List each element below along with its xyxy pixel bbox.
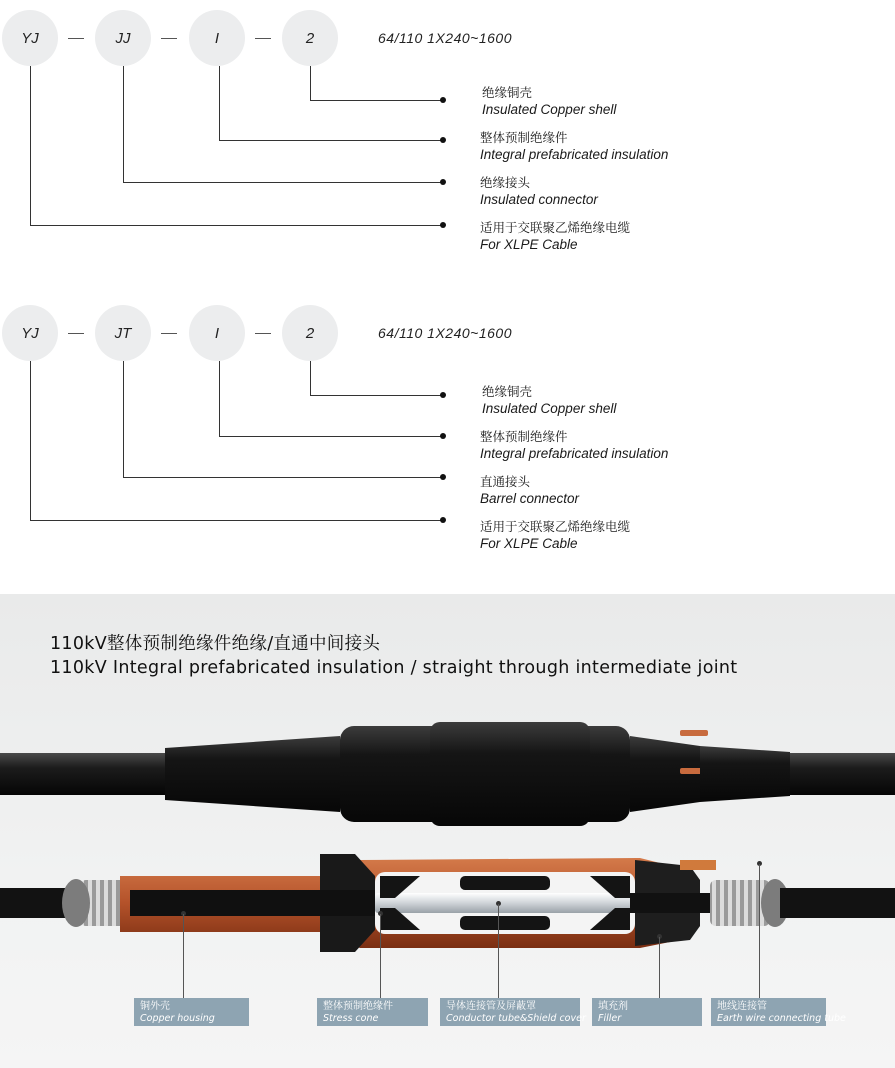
leader-dot: [440, 137, 446, 143]
part-tag-earth-wire: 地线连接管 Earth wire connecting tube: [711, 998, 826, 1026]
description-connector: 绝缘接头 Insulated connector: [480, 175, 598, 207]
product-title-zh: 110kV整体预制绝缘件绝缘/直通中间接头: [50, 634, 381, 654]
exterior-joint: [0, 722, 895, 826]
code-circle-2: JT: [95, 305, 151, 361]
leader-dot: [440, 97, 446, 103]
description-copper-shell: 绝缘铜壳 Insulated Copper shell: [482, 85, 617, 117]
leader-line: [123, 66, 124, 183]
leader-dot: [440, 474, 446, 480]
code-circle-3: I: [189, 305, 245, 361]
code-circle-4: 2: [282, 305, 338, 361]
part-tag-conductor-tube: 导体连接管及屏蔽罩 Conductor tube&Shield cover: [440, 998, 580, 1026]
code-separator: [255, 38, 271, 39]
code-circle-2: JJ: [95, 10, 151, 66]
part-tag-copper-housing: 铜外壳 Copper housing: [134, 998, 249, 1026]
leader-dot: [440, 517, 446, 523]
leader-line: [310, 395, 443, 396]
leader-dot: [440, 392, 446, 398]
code-separator: [161, 333, 177, 334]
model-code-diagram-2: [0, 290, 895, 570]
leader-line: [30, 225, 443, 226]
description-insulation: 整体预制绝缘件 Integral prefabricated insulation: [480, 130, 669, 162]
description-copper-shell: 绝缘铜壳 Insulated Copper shell: [482, 384, 617, 416]
product-title: [50, 632, 737, 680]
spec-text: 64/110 1X240~1600: [378, 325, 512, 341]
description-cable: 适用于交联聚乙烯绝缘电缆 For XLPE Cable: [480, 519, 631, 551]
part-leader-1: [183, 914, 184, 999]
code-circle-3: I: [189, 10, 245, 66]
joint-illustration: [0, 700, 895, 1000]
copper-lead-top: [680, 730, 708, 736]
cable-taper-left: [165, 736, 340, 812]
code-separator: [161, 38, 177, 39]
description-cable: 适用于交联聚乙烯绝缘电缆 For XLPE Cable: [480, 220, 631, 252]
leader-dot: [440, 222, 446, 228]
leader-line: [123, 477, 443, 478]
shield-cover: [460, 876, 550, 890]
leader-line: [123, 361, 124, 478]
part-leader-5: [759, 864, 760, 999]
leader-line: [30, 520, 443, 521]
code-separator: [68, 333, 84, 334]
leader-dot: [440, 179, 446, 185]
housing-inner-black: [130, 890, 375, 916]
leader-line: [310, 66, 311, 101]
leader-line: [219, 361, 220, 436]
leader-dot: [440, 433, 446, 439]
cable-right-cut: [780, 888, 895, 918]
leader-line: [123, 182, 443, 183]
code-circle-4: 2: [282, 10, 338, 66]
spec-text: 64/110 1X240~1600: [378, 30, 512, 46]
part-tag-filler: 填充剂 Filler: [592, 998, 702, 1026]
code-circle-1: YJ: [2, 305, 58, 361]
description-insulation: 整体预制绝缘件 Integral prefabricated insulation: [480, 429, 669, 461]
cable-core-right: [630, 893, 710, 913]
leader-line: [219, 66, 220, 140]
description-connector: 直通接头 Barrel connector: [480, 474, 580, 506]
cable-right: [790, 753, 895, 795]
cable-taper-right: [700, 746, 790, 802]
part-leader-2: [380, 914, 381, 999]
part-tag-stress-cone: 整体预制绝缘件 Stress cone: [317, 998, 428, 1026]
leader-line: [219, 436, 443, 437]
sheath-end-left: [62, 879, 90, 927]
part-leader-3: [498, 904, 499, 999]
leader-line: [30, 361, 31, 520]
code-separator: [68, 38, 84, 39]
conductor-tube: [375, 893, 630, 913]
product-title-en: 110kV Integral prefabricated insulation / straight through intermediate joint: [50, 658, 738, 678]
joint-ring: [430, 722, 590, 826]
cutaway-joint: [0, 854, 895, 952]
leader-line: [310, 100, 443, 101]
earth-wire-tube: [680, 860, 716, 870]
model-code-diagram-1: [0, 0, 895, 270]
code-circle-1: YJ: [2, 10, 58, 66]
code-separator: [255, 333, 271, 334]
leader-line: [310, 361, 311, 396]
cable-left: [0, 753, 170, 795]
shield-cover-lower: [460, 916, 550, 930]
leader-line: [219, 140, 443, 141]
leader-line: [30, 66, 31, 225]
part-leader-4: [659, 937, 660, 999]
